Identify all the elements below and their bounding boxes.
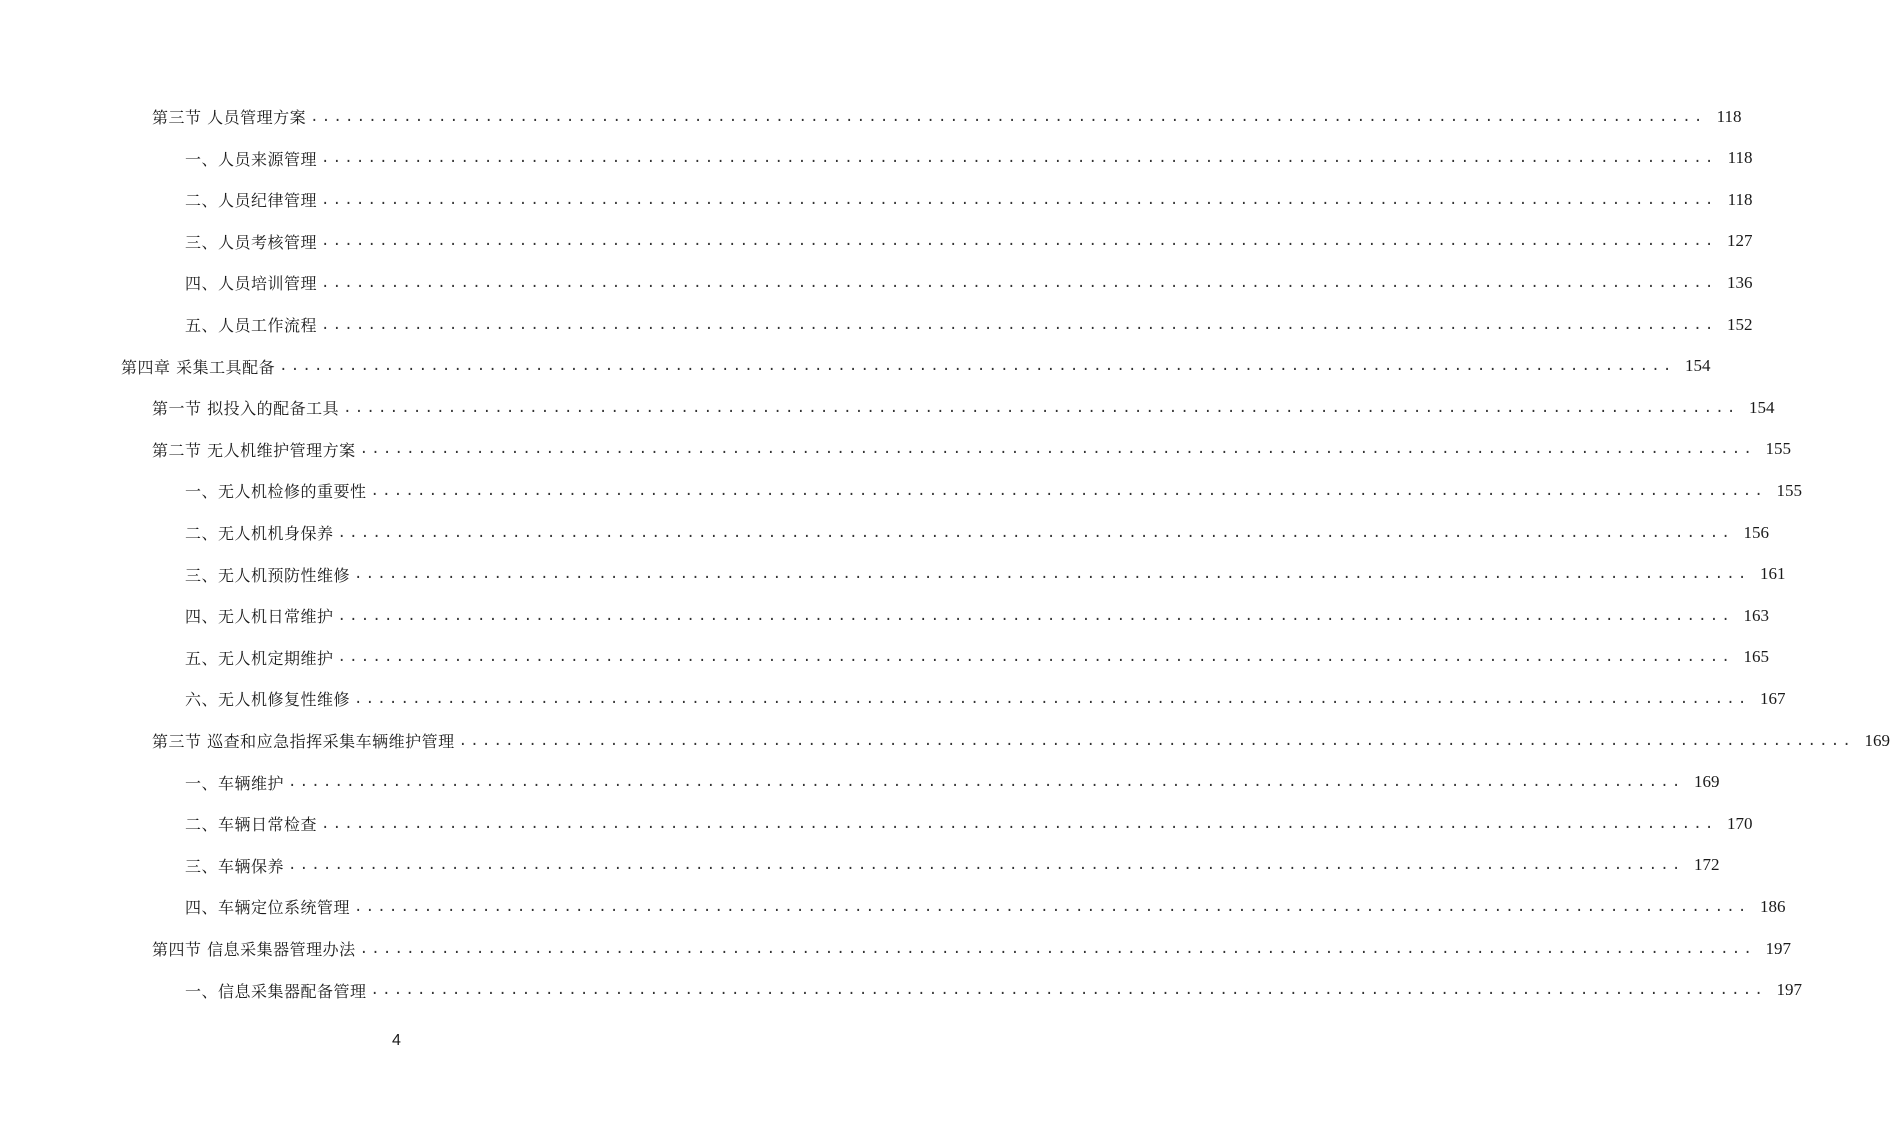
toc-entry-page: 172 bbox=[1693, 855, 1720, 875]
toc-entry-label: 五、无人机定期维护 bbox=[185, 648, 334, 668]
toc-entry-label: 一、车辆维护 bbox=[185, 773, 285, 793]
toc-entry[interactable] bbox=[121, 346, 1711, 387]
toc-entry[interactable] bbox=[185, 221, 1753, 262]
toc-entry[interactable] bbox=[152, 720, 1890, 761]
toc-leader-dots: ........................................................................................................................ bbox=[354, 690, 1750, 707]
toc-entry-page: 127 bbox=[1726, 231, 1753, 251]
toc-entry-page: 154 bbox=[1749, 397, 1775, 417]
toc-entry-label: 二、人员纪律管理 bbox=[185, 191, 318, 211]
toc-entry-page: 118 bbox=[1727, 148, 1753, 168]
toc-leader-dots: ........................................................................................................................ bbox=[279, 358, 1675, 375]
toc-entry[interactable] bbox=[185, 262, 1753, 303]
toc-leader-dots: ........................................................................................................................ bbox=[321, 316, 1717, 333]
toc-entry-label: 五、人员工作流程 bbox=[185, 316, 318, 335]
toc-entry-page: 136 bbox=[1726, 272, 1753, 292]
toc-entry-page: 163 bbox=[1743, 605, 1769, 625]
toc-entry[interactable] bbox=[185, 762, 1720, 803]
toc-entry-label: 三、无人机预防性维修 bbox=[185, 565, 351, 585]
toc-leader-dots: ........................................................................................................................ bbox=[321, 274, 1717, 291]
toc-entry[interactable] bbox=[185, 637, 1769, 678]
toc-leader-dots: ........................................................................................................................ bbox=[337, 607, 1733, 624]
toc-entry-label: 四、无人机日常维护 bbox=[185, 607, 334, 627]
toc-entry-page: 169 bbox=[1693, 772, 1720, 792]
toc-entry-page: 169 bbox=[1864, 730, 1890, 750]
toc-entry[interactable] bbox=[152, 387, 1775, 428]
toc-entry-page: 156 bbox=[1743, 522, 1769, 542]
toc-leader-dots: ........................................................................................................................ bbox=[321, 191, 1717, 208]
toc-entry[interactable] bbox=[152, 96, 1742, 137]
toc-entry-label: 二、无人机机身保养 bbox=[185, 524, 334, 543]
toc-entry[interactable] bbox=[185, 470, 1802, 511]
toc-entry-label: 一、人员来源管理 bbox=[185, 149, 318, 169]
toc-entry[interactable] bbox=[185, 678, 1786, 719]
toc-leader-dots: ........................................................................................................................ bbox=[359, 940, 1756, 957]
toc-entry-label: 第四节 信息采集器管理办法 bbox=[152, 940, 356, 959]
toc-leader-dots: ........................................................................................................................ bbox=[321, 150, 1717, 167]
toc-leader-dots: ........................................................................................................................ bbox=[321, 233, 1717, 250]
toc-entry-page: 186 bbox=[1759, 896, 1786, 916]
toc-entry[interactable] bbox=[185, 554, 1786, 595]
toc-entry-label: 一、信息采集器配备管理 bbox=[185, 981, 367, 1001]
toc-entry[interactable] bbox=[185, 179, 1753, 220]
toc-leader-dots: ........................................................................................................................ bbox=[359, 441, 1756, 458]
toc-entry[interactable] bbox=[152, 928, 1792, 969]
toc-entry-page: 118 bbox=[1716, 106, 1742, 126]
toc-leader-dots: ........................................................................................................................ bbox=[321, 815, 1717, 832]
toc-entry-page: 152 bbox=[1726, 314, 1753, 334]
toc-entry[interactable] bbox=[185, 512, 1769, 553]
toc-entry[interactable] bbox=[185, 970, 1802, 1011]
toc-entry[interactable] bbox=[185, 886, 1786, 927]
toc-leader-dots: ........................................................................................................................ bbox=[370, 982, 1766, 999]
toc-entry-label: 第三节 巡查和应急指挥采集车辆维护管理 bbox=[152, 732, 455, 751]
toc-entry[interactable] bbox=[185, 845, 1720, 886]
page-number: 4 bbox=[392, 1032, 401, 1049]
toc-leader-dots: ........................................................................................................................ bbox=[354, 898, 1750, 915]
toc-entry[interactable] bbox=[185, 803, 1753, 844]
toc-entry-page: 154 bbox=[1685, 356, 1711, 376]
toc-entry-page: 167 bbox=[1759, 688, 1786, 708]
toc-leader-dots: ........................................................................................................................ bbox=[288, 774, 1684, 791]
toc-entry-label: 六、无人机修复性维修 bbox=[185, 690, 351, 710]
toc-entry-page: 197 bbox=[1776, 980, 1802, 1000]
toc-leader-dots: ........................................................................................................................ bbox=[354, 566, 1750, 583]
toc-entry-page: 197 bbox=[1765, 938, 1792, 958]
toc-entry[interactable] bbox=[185, 138, 1753, 179]
toc-leader-dots: ........................................................................................................................ bbox=[288, 857, 1684, 874]
toc-leader-dots: ........................................................................................................................ bbox=[337, 649, 1733, 666]
toc-leader-dots: ........................................................................................................................ bbox=[458, 732, 1855, 749]
toc-entry-page: 118 bbox=[1727, 189, 1753, 209]
toc-entry-label: 一、无人机检修的重要性 bbox=[185, 482, 367, 502]
toc-entry[interactable] bbox=[185, 304, 1753, 345]
toc-entry-page: 155 bbox=[1765, 439, 1792, 459]
toc-entry-label: 三、车辆保养 bbox=[185, 856, 285, 876]
toc-entry-label: 第一节 拟投入的配备工具 bbox=[152, 399, 340, 419]
toc-entry-label: 二、车辆日常检查 bbox=[185, 815, 318, 835]
toc-entry-label: 四、车辆定位系统管理 bbox=[185, 898, 351, 918]
toc-entry-label: 第四章 采集工具配备 bbox=[121, 357, 276, 377]
toc-entry-label: 四、人员培训管理 bbox=[185, 274, 318, 294]
toc-entry-label: 三、人员考核管理 bbox=[185, 232, 318, 252]
toc-entry[interactable] bbox=[185, 595, 1769, 636]
toc-leader-dots: ........................................................................................................................ bbox=[343, 399, 1739, 416]
toc-entry-page: 161 bbox=[1759, 564, 1786, 584]
toc-leader-dots: ........................................................................................................................ bbox=[370, 482, 1766, 499]
toc-entry-page: 170 bbox=[1726, 813, 1753, 833]
toc-entry-page: 155 bbox=[1776, 480, 1802, 500]
toc-entry-label: 第三节 人员管理方案 bbox=[152, 108, 307, 127]
toc-entry[interactable] bbox=[152, 429, 1792, 470]
toc-leader-dots: ........................................................................................................................ bbox=[337, 524, 1733, 541]
toc-leader-dots: ........................................................................................................................ bbox=[310, 108, 1706, 125]
toc-entry-label: 第二节 无人机维护管理方案 bbox=[152, 440, 356, 460]
toc-entry-page: 165 bbox=[1743, 647, 1769, 667]
